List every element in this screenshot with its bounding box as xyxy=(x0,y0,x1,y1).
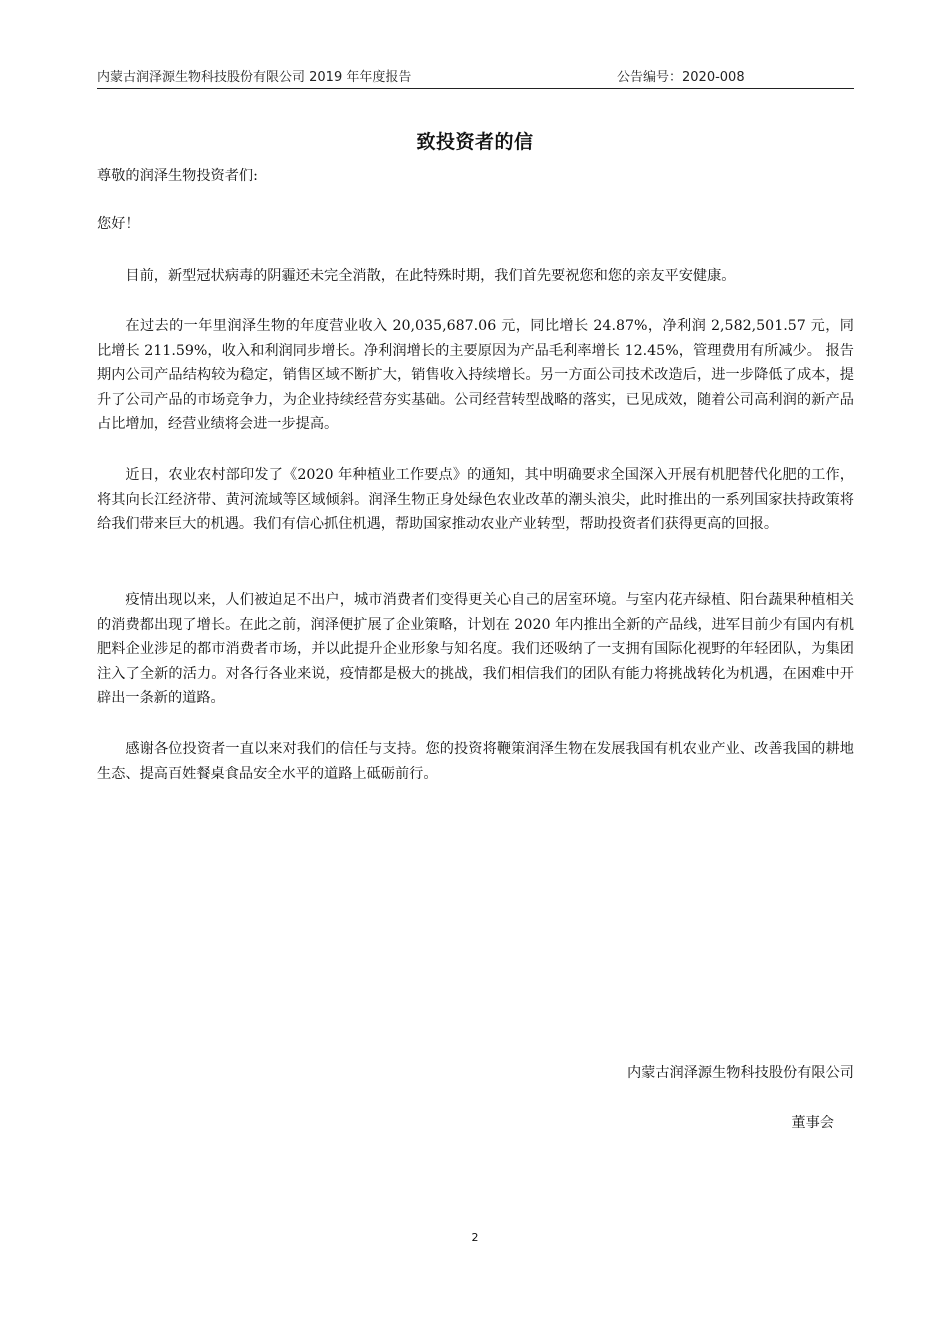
paragraph-thanks: 感谢各位投资者一直以来对我们的信任与支持。您的投资将鞭策润泽生物在发展我国有机农业产业、改善我国的耕地生态、提高百姓餐桌食品安全水平的道路上砥砺前行。 xyxy=(97,741,854,782)
signature-company: 内蒙古润泽源生物科技股份有限公司 xyxy=(626,1065,854,1081)
paragraph-financials: 在过去的一年里润泽生物的年度营业收入 20,035,687.06 元，同比增长 24.87%，净利润 2,582,501.57 元，同比增长 211.59%，收入和利润同步增长。净利润增长的主要原因为产品毛利率增长 12.45%，管理费用有所减少。 报告期内公司产品结构较为稳定，销售区域不断扩大，销售收入持续增长。另一方面公司技术改造后，进一步降低了成本，提升了公司产品的市场竞争力，为企业持续经营夯实基础。公司经营转型战略的落实，已见成效，随着公司高利润的新产品占比增加，经营业绩将会进一步提高。 xyxy=(97,318,854,432)
paragraph-strategy: 疫情出现以来，人们被迫足不出户，城市消费者们变得更关心自己的居室环境。与室内花卉绿植、阳台蔬果种植相关的消费都出现了增长。在此之前，润泽便扩展了企业策略，计划在 2020 年内推出全新的产品线，进军目前少有国内有机肥料企业涉足的都市消费者市场，并以此提升企业形象与知名度。我们还吸纳了一支拥有国际化视野的年轻团队，为集团注入了全新的活力。对各行各业来说，疫情都是极大的挑战，我们相信我们的团队有能力将挑战转化为机遇，在困难中开辟出一条新的道路。 xyxy=(97,592,854,706)
letter-title: 致投资者的信 xyxy=(416,131,534,153)
announcement-number: 公告编号：2020-008 xyxy=(617,70,745,85)
paragraph-wishes: 目前，新型冠状病毒的阴霾还未完全消散，在此特殊时期，我们首先要祝您和您的亲友平安健康。 xyxy=(125,268,736,284)
paragraph-policy: 近日，农业农村部印发了《2020 年种植业工作要点》的通知，其中明确要求全国深入开展有机肥替代化肥的工作，将其向长江经济带、黄河流域等区域倾斜。润泽生物正身处绿色农业改革的潮头浪尖，此时推出的一系列国家扶持政策将给我们带来巨大的机遇。我们有信心抓住机遇，帮助国家推动农业产业转型，帮助投资者们获得更高的回报。 xyxy=(97,467,854,532)
report-title: 内蒙古润泽源生物科技股份有限公司 2019 年年度报告 xyxy=(97,70,412,85)
greeting: 您好！ xyxy=(97,216,140,232)
signature-board: 董事会 xyxy=(791,1115,834,1131)
salutation: 尊敬的润泽生物投资者们: xyxy=(97,168,258,184)
page-header xyxy=(97,66,854,88)
page-number: 2 xyxy=(471,1231,479,1244)
header-divider xyxy=(97,88,854,89)
